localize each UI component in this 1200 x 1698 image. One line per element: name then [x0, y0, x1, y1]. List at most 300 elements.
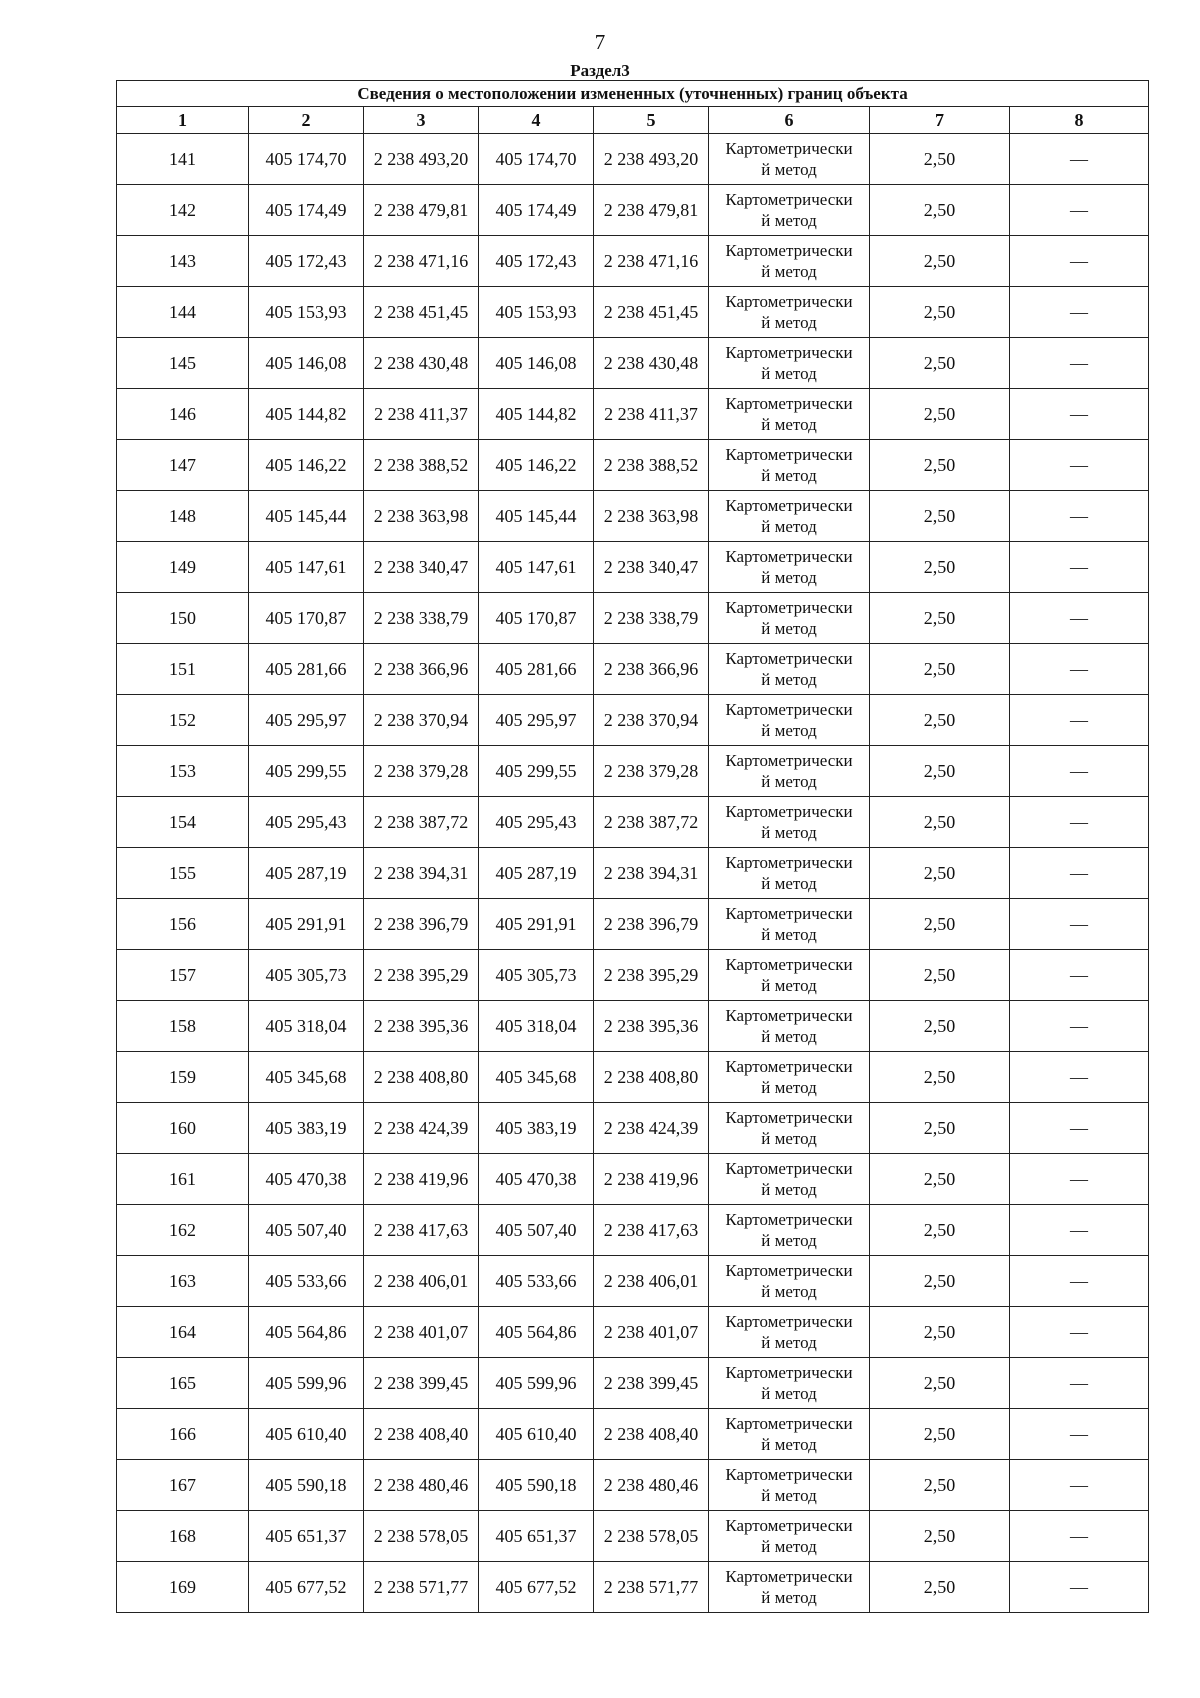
y-coord-new-cell: 2 238 379,28: [594, 746, 709, 797]
x-coord-cell: 405 146,22: [249, 440, 364, 491]
method-cell: [709, 185, 870, 236]
y-coord-new-cell: 2 238 395,29: [594, 950, 709, 1001]
method-cell: [709, 491, 870, 542]
x-coord-cell: 405 345,68: [249, 1052, 364, 1103]
x-coord-cell: 405 295,43: [249, 797, 364, 848]
point-number-cell: 145: [117, 338, 249, 389]
method-text-line1: Картометрически: [725, 1414, 853, 1433]
accuracy-cell: 2,50: [870, 1205, 1010, 1256]
x-coord-cell: 405 318,04: [249, 1001, 364, 1052]
column-header: 1: [117, 107, 249, 134]
x-coord-cell: 405 174,70: [249, 134, 364, 185]
method-text-line2: й метод: [761, 466, 817, 485]
method-text-line2: й метод: [761, 772, 817, 791]
accuracy-cell: 2,50: [870, 542, 1010, 593]
accuracy-cell: 2,50: [870, 1307, 1010, 1358]
description-cell: —: [1010, 542, 1149, 593]
method-cell: [709, 950, 870, 1001]
point-number-cell: 153: [117, 746, 249, 797]
point-number-cell: 163: [117, 1256, 249, 1307]
method-cell: [709, 542, 870, 593]
y-coord-cell: 2 238 408,40: [364, 1409, 479, 1460]
point-number-cell: 158: [117, 1001, 249, 1052]
description-cell: —: [1010, 287, 1149, 338]
description-cell: —: [1010, 848, 1149, 899]
point-number-cell: 162: [117, 1205, 249, 1256]
method-text-line2: й метод: [761, 160, 817, 179]
y-coord-cell: 2 238 571,77: [364, 1562, 479, 1613]
point-number-cell: 167: [117, 1460, 249, 1511]
point-number-cell: 161: [117, 1154, 249, 1205]
x-coord-new-cell: 405 146,22: [479, 440, 594, 491]
method-text-line2: й метод: [761, 823, 817, 842]
x-coord-new-cell: 405 146,08: [479, 338, 594, 389]
table-caption: Сведения о местоположении измененных (уточненных) границ объекта: [117, 81, 1149, 107]
x-coord-cell: 405 590,18: [249, 1460, 364, 1511]
table-row: [117, 1154, 1149, 1205]
point-number-cell: 143: [117, 236, 249, 287]
y-coord-cell: 2 238 419,96: [364, 1154, 479, 1205]
x-coord-new-cell: 405 174,49: [479, 185, 594, 236]
x-coord-new-cell: 405 318,04: [479, 1001, 594, 1052]
y-coord-new-cell: 2 238 471,16: [594, 236, 709, 287]
table-row: [117, 695, 1149, 746]
y-coord-new-cell: 2 238 363,98: [594, 491, 709, 542]
column-header: 4: [479, 107, 594, 134]
description-cell: —: [1010, 797, 1149, 848]
description-cell: —: [1010, 440, 1149, 491]
x-coord-new-cell: 405 170,87: [479, 593, 594, 644]
x-coord-cell: 405 170,87: [249, 593, 364, 644]
accuracy-cell: 2,50: [870, 797, 1010, 848]
point-number-cell: 144: [117, 287, 249, 338]
y-coord-cell: 2 238 401,07: [364, 1307, 479, 1358]
description-cell: —: [1010, 593, 1149, 644]
table-row: [117, 1103, 1149, 1154]
x-coord-cell: 405 172,43: [249, 236, 364, 287]
description-cell: —: [1010, 389, 1149, 440]
y-coord-cell: 2 238 388,52: [364, 440, 479, 491]
method-text-line1: Картометрически: [725, 1159, 853, 1178]
x-coord-new-cell: 405 153,93: [479, 287, 594, 338]
table-row: [117, 134, 1149, 185]
accuracy-cell: 2,50: [870, 644, 1010, 695]
method-text-line2: й метод: [761, 313, 817, 332]
x-coord-new-cell: 405 147,61: [479, 542, 594, 593]
table-row: [117, 236, 1149, 287]
accuracy-cell: 2,50: [870, 440, 1010, 491]
method-cell: [709, 1460, 870, 1511]
x-coord-new-cell: 405 470,38: [479, 1154, 594, 1205]
accuracy-cell: 2,50: [870, 1256, 1010, 1307]
method-text-line2: й метод: [761, 262, 817, 281]
y-coord-new-cell: 2 238 419,96: [594, 1154, 709, 1205]
y-coord-new-cell: 2 238 424,39: [594, 1103, 709, 1154]
accuracy-cell: 2,50: [870, 1409, 1010, 1460]
method-text-line2: й метод: [761, 1078, 817, 1097]
column-header: 2: [249, 107, 364, 134]
table-row: [117, 1205, 1149, 1256]
point-number-cell: 168: [117, 1511, 249, 1562]
column-header: 7: [870, 107, 1010, 134]
method-text-line1: Картометрически: [725, 751, 853, 770]
y-coord-new-cell: 2 238 408,40: [594, 1409, 709, 1460]
method-text-line2: й метод: [761, 1384, 817, 1403]
x-coord-new-cell: 405 564,86: [479, 1307, 594, 1358]
description-cell: —: [1010, 644, 1149, 695]
method-text-line1: Картометрически: [725, 1057, 853, 1076]
method-text-line1: Картометрически: [725, 1516, 853, 1535]
x-coord-new-cell: 405 590,18: [479, 1460, 594, 1511]
method-cell: [709, 1511, 870, 1562]
description-cell: —: [1010, 695, 1149, 746]
method-text-line1: Картометрически: [725, 1261, 853, 1280]
y-coord-new-cell: 2 238 479,81: [594, 185, 709, 236]
description-cell: —: [1010, 1256, 1149, 1307]
y-coord-new-cell: 2 238 340,47: [594, 542, 709, 593]
y-coord-new-cell: 2 238 366,96: [594, 644, 709, 695]
accuracy-cell: 2,50: [870, 389, 1010, 440]
y-coord-cell: 2 238 471,16: [364, 236, 479, 287]
y-coord-cell: 2 238 399,45: [364, 1358, 479, 1409]
accuracy-cell: 2,50: [870, 491, 1010, 542]
accuracy-cell: 2,50: [870, 1511, 1010, 1562]
method-cell: [709, 593, 870, 644]
method-cell: [709, 440, 870, 491]
table-row: [117, 644, 1149, 695]
x-coord-cell: 405 470,38: [249, 1154, 364, 1205]
accuracy-cell: 2,50: [870, 1103, 1010, 1154]
method-text-line1: Картометрически: [725, 496, 853, 515]
column-header: 3: [364, 107, 479, 134]
y-coord-new-cell: 2 238 406,01: [594, 1256, 709, 1307]
y-coord-cell: 2 238 406,01: [364, 1256, 479, 1307]
table-row: [117, 1052, 1149, 1103]
x-coord-new-cell: 405 291,91: [479, 899, 594, 950]
table-row: [117, 542, 1149, 593]
method-cell: [709, 1154, 870, 1205]
method-cell: [709, 797, 870, 848]
y-coord-new-cell: 2 238 493,20: [594, 134, 709, 185]
table-row: [117, 746, 1149, 797]
accuracy-cell: 2,50: [870, 1460, 1010, 1511]
table-row: [117, 185, 1149, 236]
method-text-line2: й метод: [761, 1129, 817, 1148]
point-number-cell: 166: [117, 1409, 249, 1460]
point-number-cell: 148: [117, 491, 249, 542]
description-cell: —: [1010, 185, 1149, 236]
description-cell: —: [1010, 1358, 1149, 1409]
method-text-line2: й метод: [761, 1282, 817, 1301]
accuracy-cell: 2,50: [870, 1001, 1010, 1052]
accuracy-cell: 2,50: [870, 287, 1010, 338]
point-number-cell: 164: [117, 1307, 249, 1358]
y-coord-cell: 2 238 417,63: [364, 1205, 479, 1256]
description-cell: —: [1010, 1511, 1149, 1562]
y-coord-new-cell: 2 238 578,05: [594, 1511, 709, 1562]
x-coord-new-cell: 405 174,70: [479, 134, 594, 185]
y-coord-cell: 2 238 480,46: [364, 1460, 479, 1511]
y-coord-cell: 2 238 493,20: [364, 134, 479, 185]
column-header: 5: [594, 107, 709, 134]
method-cell: [709, 1256, 870, 1307]
table-row: [117, 1562, 1149, 1613]
description-cell: —: [1010, 491, 1149, 542]
method-cell: [709, 695, 870, 746]
method-text-line2: й метод: [761, 874, 817, 893]
table-row: [117, 593, 1149, 644]
x-coord-new-cell: 405 172,43: [479, 236, 594, 287]
description-cell: —: [1010, 1307, 1149, 1358]
method-cell: [709, 899, 870, 950]
point-number-cell: 169: [117, 1562, 249, 1613]
point-number-cell: 152: [117, 695, 249, 746]
x-coord-new-cell: 405 533,66: [479, 1256, 594, 1307]
table-row: [117, 950, 1149, 1001]
description-cell: —: [1010, 134, 1149, 185]
method-text-line1: Картометрически: [725, 1363, 853, 1382]
x-coord-new-cell: 405 507,40: [479, 1205, 594, 1256]
accuracy-cell: 2,50: [870, 695, 1010, 746]
method-text-line1: Картометрически: [725, 190, 853, 209]
y-coord-cell: 2 238 363,98: [364, 491, 479, 542]
x-coord-cell: 405 291,91: [249, 899, 364, 950]
y-coord-cell: 2 238 479,81: [364, 185, 479, 236]
method-text-line1: Картометрически: [725, 598, 853, 617]
y-coord-new-cell: 2 238 387,72: [594, 797, 709, 848]
method-cell: [709, 644, 870, 695]
point-number-cell: 157: [117, 950, 249, 1001]
description-cell: —: [1010, 1409, 1149, 1460]
point-number-cell: 149: [117, 542, 249, 593]
point-number-cell: 159: [117, 1052, 249, 1103]
x-coord-cell: 405 299,55: [249, 746, 364, 797]
table-row: [117, 848, 1149, 899]
y-coord-new-cell: 2 238 338,79: [594, 593, 709, 644]
x-coord-cell: 405 145,44: [249, 491, 364, 542]
y-coord-new-cell: 2 238 395,36: [594, 1001, 709, 1052]
method-text-line2: й метод: [761, 1435, 817, 1454]
table-body: [117, 134, 1149, 1613]
table-row: [117, 1001, 1149, 1052]
method-text-line2: й метод: [761, 670, 817, 689]
method-text-line2: й метод: [761, 619, 817, 638]
method-cell: [709, 1052, 870, 1103]
description-cell: —: [1010, 899, 1149, 950]
x-coord-new-cell: 405 299,55: [479, 746, 594, 797]
point-number-cell: 155: [117, 848, 249, 899]
method-text-line1: Картометрически: [725, 1210, 853, 1229]
column-header: 8: [1010, 107, 1149, 134]
accuracy-cell: 2,50: [870, 338, 1010, 389]
point-number-cell: 146: [117, 389, 249, 440]
description-cell: —: [1010, 1460, 1149, 1511]
method-text-line1: Картометрически: [725, 955, 853, 974]
accuracy-cell: 2,50: [870, 746, 1010, 797]
description-cell: —: [1010, 746, 1149, 797]
accuracy-cell: 2,50: [870, 185, 1010, 236]
method-text-line2: й метод: [761, 1231, 817, 1250]
x-coord-cell: 405 147,61: [249, 542, 364, 593]
method-text-line1: Картометрически: [725, 139, 853, 158]
column-header: 6: [709, 107, 870, 134]
method-cell: [709, 287, 870, 338]
y-coord-new-cell: 2 238 408,80: [594, 1052, 709, 1103]
x-coord-cell: 405 383,19: [249, 1103, 364, 1154]
method-text-line1: Картометрически: [725, 343, 853, 362]
x-coord-new-cell: 405 145,44: [479, 491, 594, 542]
accuracy-cell: 2,50: [870, 1358, 1010, 1409]
method-text-line2: й метод: [761, 1588, 817, 1607]
table-row: [117, 1409, 1149, 1460]
method-text-line2: й метод: [761, 976, 817, 995]
method-text-line1: Картометрически: [725, 394, 853, 413]
y-coord-new-cell: 2 238 388,52: [594, 440, 709, 491]
table-row: [117, 797, 1149, 848]
method-text-line2: й метод: [761, 1486, 817, 1505]
method-text-line1: Картометрически: [725, 802, 853, 821]
table-row: [117, 1358, 1149, 1409]
table-row: [117, 287, 1149, 338]
method-cell: [709, 1307, 870, 1358]
table-row: [117, 899, 1149, 950]
description-cell: —: [1010, 1001, 1149, 1052]
method-text-line2: й метод: [761, 1027, 817, 1046]
x-coord-new-cell: 405 651,37: [479, 1511, 594, 1562]
method-text-line2: й метод: [761, 721, 817, 740]
y-coord-cell: 2 238 396,79: [364, 899, 479, 950]
point-number-cell: 141: [117, 134, 249, 185]
method-cell: [709, 1205, 870, 1256]
method-text-line1: Картометрически: [725, 1465, 853, 1484]
accuracy-cell: 2,50: [870, 1052, 1010, 1103]
x-coord-new-cell: 405 383,19: [479, 1103, 594, 1154]
table-row: [117, 1256, 1149, 1307]
method-cell: [709, 1409, 870, 1460]
description-cell: —: [1010, 1154, 1149, 1205]
method-text-line1: Картометрически: [725, 1312, 853, 1331]
method-cell: [709, 746, 870, 797]
method-text-line2: й метод: [761, 568, 817, 587]
accuracy-cell: 2,50: [870, 134, 1010, 185]
method-cell: [709, 389, 870, 440]
point-number-cell: 156: [117, 899, 249, 950]
y-coord-cell: 2 238 395,29: [364, 950, 479, 1001]
y-coord-new-cell: 2 238 571,77: [594, 1562, 709, 1613]
method-text-line1: Картометрически: [725, 445, 853, 464]
method-cell: [709, 1562, 870, 1613]
x-coord-cell: 405 295,97: [249, 695, 364, 746]
method-text-line2: й метод: [761, 1333, 817, 1352]
method-cell: [709, 1001, 870, 1052]
y-coord-new-cell: 2 238 451,45: [594, 287, 709, 338]
page-number: 7: [594, 30, 606, 54]
y-coord-cell: 2 238 395,36: [364, 1001, 479, 1052]
x-coord-new-cell: 405 295,43: [479, 797, 594, 848]
x-coord-cell: 405 677,52: [249, 1562, 364, 1613]
point-number-cell: 160: [117, 1103, 249, 1154]
section-title: Раздел3: [570, 61, 630, 80]
method-text-line2: й метод: [761, 1180, 817, 1199]
y-coord-cell: 2 238 430,48: [364, 338, 479, 389]
x-coord-cell: 405 610,40: [249, 1409, 364, 1460]
x-coord-cell: 405 507,40: [249, 1205, 364, 1256]
method-text-line1: Картометрически: [725, 241, 853, 260]
x-coord-cell: 405 305,73: [249, 950, 364, 1001]
x-coord-cell: 405 287,19: [249, 848, 364, 899]
description-cell: —: [1010, 950, 1149, 1001]
description-cell: —: [1010, 1562, 1149, 1613]
description-cell: —: [1010, 236, 1149, 287]
accuracy-cell: 2,50: [870, 950, 1010, 1001]
description-cell: —: [1010, 1052, 1149, 1103]
x-coord-cell: 405 564,86: [249, 1307, 364, 1358]
x-coord-new-cell: 405 305,73: [479, 950, 594, 1001]
method-text-line1: Картометрически: [725, 904, 853, 923]
x-coord-new-cell: 405 677,52: [479, 1562, 594, 1613]
x-coord-cell: 405 146,08: [249, 338, 364, 389]
table-row: [117, 1307, 1149, 1358]
method-text-line1: Картометрически: [725, 1567, 853, 1586]
boundary-coordinates-table: [116, 80, 1149, 1613]
accuracy-cell: 2,50: [870, 593, 1010, 644]
method-cell: [709, 236, 870, 287]
method-cell: [709, 134, 870, 185]
x-coord-cell: 405 281,66: [249, 644, 364, 695]
method-text-line2: й метод: [761, 211, 817, 230]
y-coord-cell: 2 238 370,94: [364, 695, 479, 746]
method-text-line2: й метод: [761, 364, 817, 383]
table-row: [117, 440, 1149, 491]
y-coord-new-cell: 2 238 370,94: [594, 695, 709, 746]
y-coord-cell: 2 238 424,39: [364, 1103, 479, 1154]
y-coord-new-cell: 2 238 399,45: [594, 1358, 709, 1409]
method-text-line1: Картометрически: [725, 649, 853, 668]
y-coord-new-cell: 2 238 396,79: [594, 899, 709, 950]
y-coord-new-cell: 2 238 480,46: [594, 1460, 709, 1511]
table-row: [117, 389, 1149, 440]
y-coord-new-cell: 2 238 411,37: [594, 389, 709, 440]
accuracy-cell: 2,50: [870, 1154, 1010, 1205]
description-cell: —: [1010, 1205, 1149, 1256]
method-cell: [709, 1358, 870, 1409]
x-coord-new-cell: 405 295,97: [479, 695, 594, 746]
x-coord-cell: 405 533,66: [249, 1256, 364, 1307]
accuracy-cell: 2,50: [870, 1562, 1010, 1613]
y-coord-cell: 2 238 338,79: [364, 593, 479, 644]
point-number-cell: 165: [117, 1358, 249, 1409]
method-cell: [709, 338, 870, 389]
point-number-cell: 150: [117, 593, 249, 644]
y-coord-cell: 2 238 408,80: [364, 1052, 479, 1103]
point-number-cell: 154: [117, 797, 249, 848]
method-text-line1: Картометрически: [725, 700, 853, 719]
x-coord-new-cell: 405 281,66: [479, 644, 594, 695]
method-text-line1: Картометрически: [725, 547, 853, 566]
y-coord-new-cell: 2 238 401,07: [594, 1307, 709, 1358]
accuracy-cell: 2,50: [870, 848, 1010, 899]
method-text-line1: Картометрически: [725, 1108, 853, 1127]
x-coord-cell: 405 174,49: [249, 185, 364, 236]
x-coord-new-cell: 405 144,82: [479, 389, 594, 440]
y-coord-new-cell: 2 238 417,63: [594, 1205, 709, 1256]
y-coord-cell: 2 238 451,45: [364, 287, 479, 338]
table-row: [117, 1460, 1149, 1511]
point-number-cell: 142: [117, 185, 249, 236]
x-coord-new-cell: 405 599,96: [479, 1358, 594, 1409]
y-coord-cell: 2 238 379,28: [364, 746, 479, 797]
y-coord-cell: 2 238 366,96: [364, 644, 479, 695]
